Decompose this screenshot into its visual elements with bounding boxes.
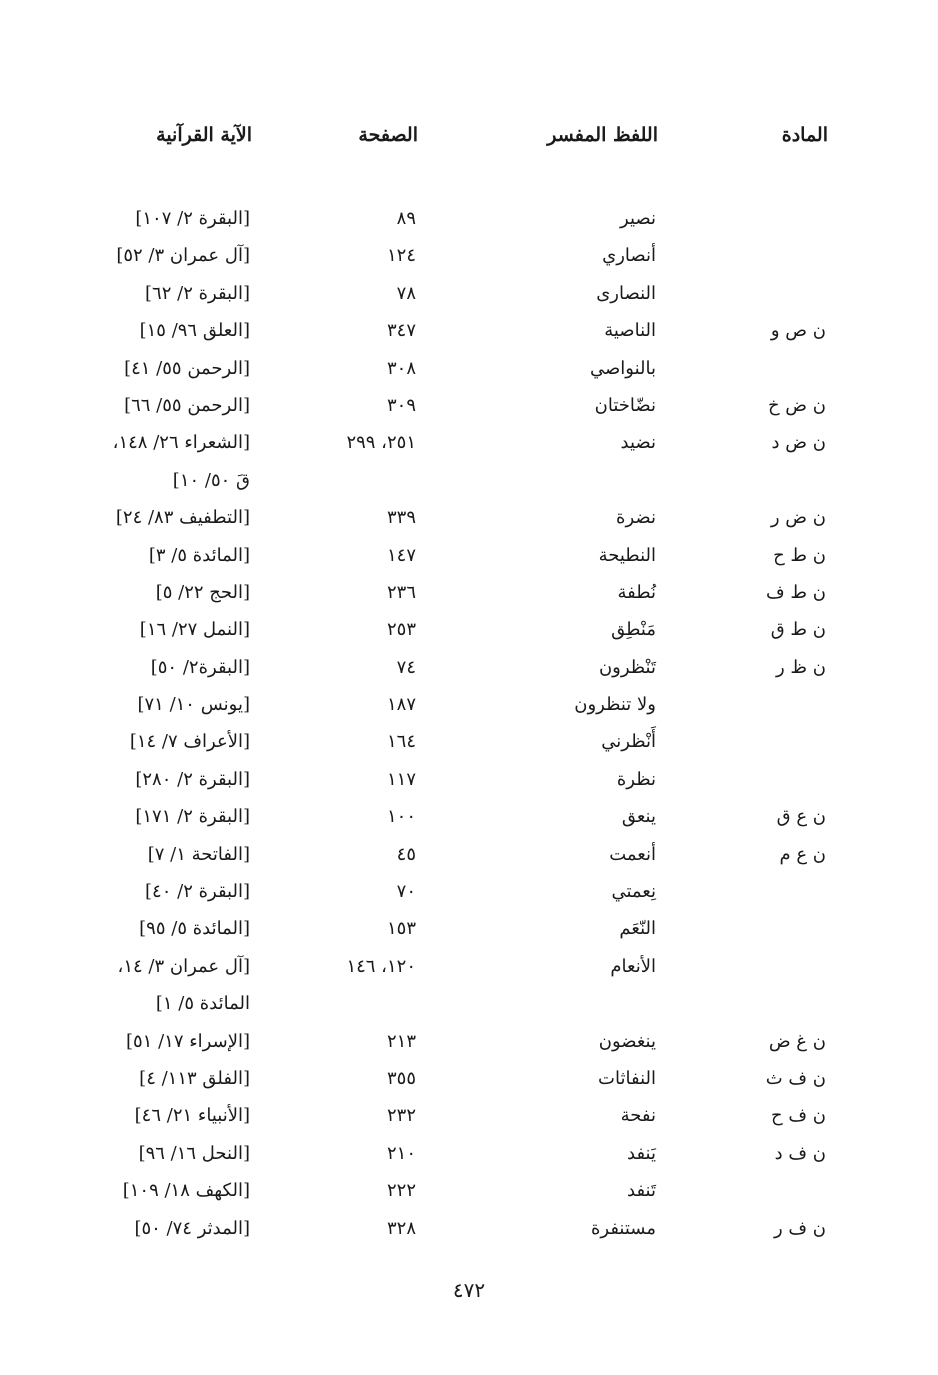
page-cell: ٨٩ [396, 208, 416, 229]
word-cell: مستنفرة [590, 1217, 656, 1239]
word-cell: نفحة [620, 1105, 656, 1127]
word-cell: نظرة [616, 768, 656, 790]
table-row [0, 312, 938, 349]
word-cell: نُطفة [617, 581, 656, 603]
page-cell: ١٤٧ [386, 544, 416, 566]
verse-cell: [الشعراء ٢٦/ ١٤٨، [112, 432, 250, 454]
table-row [0, 985, 938, 1022]
verse-cell: [المائدة ٥/ ٣] [148, 544, 250, 566]
table-row [0, 424, 938, 461]
word-cell: الناصية [604, 320, 656, 342]
verse-cell: [المائدة ٥/ ٩٥] [139, 918, 250, 940]
page-cell: ٢٢٢ [386, 1180, 416, 1202]
root-cell: ن ض د [771, 432, 826, 454]
page-cell: ١٢٤ [386, 245, 416, 267]
page-cell: ١١٧ [386, 768, 416, 790]
page-cell: ٣٤٧ [386, 320, 416, 342]
page-cell: ٢٥٣ [386, 619, 416, 641]
word-cell: تَنفد [627, 1180, 656, 1202]
page-cell: ١٢٠، ١٤٦ [346, 955, 416, 977]
verse-cell: [البقرة ٢/ ٤٠] [145, 881, 250, 903]
word-cell: أَنْظرني [601, 731, 656, 753]
page-cell: ٣٢٨ [386, 1217, 416, 1239]
page-number: ٤٧٢ [452, 1278, 486, 1302]
root-cell: ن ض خ [767, 394, 826, 416]
word-cell: أنصاري [602, 245, 656, 267]
word-cell: ينغضون [598, 1030, 656, 1052]
page-cell: ٣٠٨ [386, 357, 416, 379]
root-cell: ن ع م [779, 843, 826, 865]
page-cell: ٧٨ [396, 282, 416, 304]
verse-cell: [الإسراء ١٧/ ٥١] [125, 1030, 250, 1052]
table-row [0, 873, 938, 910]
page-cell: ١٠٠ [386, 806, 416, 828]
table-row [0, 574, 938, 611]
page-cell: ١٦٤ [386, 731, 416, 753]
verse-cell: [الفاتحة ١/ ٧] [147, 843, 250, 865]
verse-cell: [المدثر ٧٤/ ٥٠] [134, 1217, 250, 1239]
root-cell: ن ف د [774, 1142, 826, 1164]
word-cell: يَنفد [627, 1142, 656, 1164]
verse-cell: [الأنبياء ٢١/ ٤٦] [134, 1105, 250, 1127]
verse-cell: المائدة ٥/ ١] [155, 993, 250, 1015]
table-row [0, 499, 938, 536]
root-cell: ن ف ث [765, 1067, 826, 1089]
table-row [0, 275, 938, 312]
table-row [0, 686, 938, 723]
table-row [0, 798, 938, 835]
page-cell: ٧٤ [396, 656, 416, 678]
verse-cell: [البقرة ٢/ ٦٢] [145, 282, 250, 304]
word-cell: نضرة [616, 507, 656, 529]
table-row [0, 1210, 938, 1247]
table-row [0, 537, 938, 574]
table-row [0, 1172, 938, 1209]
page-cell: ٣٣٩ [386, 507, 416, 529]
header-verse: الآية القرآنية [156, 124, 252, 146]
verse-cell: [يونس ١٠/ ٧١] [137, 694, 250, 716]
table-row [0, 1023, 938, 1060]
verse-cell: [الأعراف ٧/ ١٤] [129, 731, 250, 753]
page-cell: ٤٥ [396, 843, 416, 865]
word-cell: نِعمتي [611, 881, 656, 903]
table-row [0, 836, 938, 873]
word-cell: الأنعام [610, 955, 656, 977]
verse-cell: [التطفيف ٨٣/ ٢٤] [115, 507, 250, 529]
page-cell: ٧٠ [396, 881, 416, 903]
word-cell: نضّاختان [594, 394, 656, 416]
word-cell: ينعق [621, 806, 656, 828]
root-cell: ن ض ر [770, 507, 826, 529]
verse-cell: [البقرة ٢/ ١٧١] [135, 806, 250, 828]
verse-cell: [البقرة ٢/ ٢٨٠] [135, 768, 250, 790]
root-cell: ن ص و [770, 320, 826, 342]
table-row [0, 948, 938, 985]
word-cell: النّعَم [619, 918, 656, 940]
table-row [0, 1097, 938, 1134]
table-row [0, 1060, 938, 1097]
table-row [0, 611, 938, 648]
word-cell: النصارى [596, 282, 656, 304]
page-cell: ١٨٧ [386, 694, 416, 716]
header-page: الصفحة [358, 124, 418, 146]
word-cell: تَنْظرون [598, 656, 656, 678]
page-cell: ١٥٣ [386, 918, 416, 940]
verse-cell: [العلق ٩٦/ ١٥] [139, 320, 250, 342]
table-row [0, 200, 938, 237]
table-row [0, 462, 938, 499]
page-cell: ٢٣٢ [386, 1105, 416, 1127]
word-cell: ولا تنظرون [574, 694, 656, 716]
root-cell: ن ف ح [771, 1105, 826, 1127]
table-row [0, 237, 938, 274]
header-root: المادة [781, 124, 828, 146]
verse-cell: [آل عمران ٣/ ٥٢] [116, 245, 250, 267]
table-row [0, 387, 938, 424]
root-cell: ن ط ق [770, 619, 826, 641]
table-row [0, 1135, 938, 1172]
verse-cell: [النمل ٢٧/ ١٦] [139, 619, 250, 641]
word-cell: أنعمت [609, 843, 656, 865]
verse-cell: [الرحمن ٥٥/ ٦٦] [124, 394, 250, 416]
word-cell: نضيد [620, 432, 656, 454]
verse-cell: [الفلق ١١٣/ ٤] [139, 1067, 250, 1089]
page-cell: ٢٣٦ [386, 581, 416, 603]
page-cell: ٣٥٥ [386, 1067, 416, 1089]
header-word: اللفظ المفسر [547, 124, 658, 146]
root-cell: ن ف ر [773, 1217, 826, 1239]
table-row [0, 723, 938, 760]
page-cell: ٢١٠ [386, 1142, 416, 1164]
word-cell: نصير [620, 208, 656, 229]
table-row [0, 649, 938, 686]
verse-cell: قَ ٥٠/ ١٠] [172, 469, 250, 491]
verse-cell: [النحل ١٦/ ٩٦] [138, 1142, 250, 1164]
page-cell: ٢٥١، ٢٩٩ [346, 432, 416, 454]
root-cell: ن ظ ر [775, 656, 826, 678]
word-cell: بالنواصي [590, 357, 656, 379]
verse-cell: [الحج ٢٢/ ٥] [155, 581, 250, 603]
root-cell: ن ع ق [776, 806, 826, 828]
table-row [0, 350, 938, 387]
root-cell: ن ط ف [766, 581, 826, 603]
table-header [0, 124, 938, 154]
verse-cell: [البقرة٢/ ٥٠] [150, 656, 250, 678]
verse-cell: [الكهف ١٨/ ١٠٩] [122, 1180, 250, 1202]
verse-cell: [الرحمن ٥٥/ ٤١] [124, 357, 250, 379]
word-cell: مَنْطِق [611, 619, 656, 641]
page-cell: ٣٠٩ [386, 394, 416, 416]
word-cell: النفاثات [598, 1067, 656, 1089]
word-cell: النطيحة [598, 544, 656, 566]
verse-cell: [البقرة ٢/ ١٠٧] [135, 208, 250, 229]
index-table [0, 200, 938, 1247]
root-cell: ن ط ح [773, 544, 826, 566]
table-row [0, 761, 938, 798]
verse-cell: [آل عمران ٣/ ١٤، [117, 955, 250, 977]
table-row [0, 910, 938, 947]
page-cell: ٢١٣ [386, 1030, 416, 1052]
root-cell: ن غ ض [768, 1030, 826, 1052]
